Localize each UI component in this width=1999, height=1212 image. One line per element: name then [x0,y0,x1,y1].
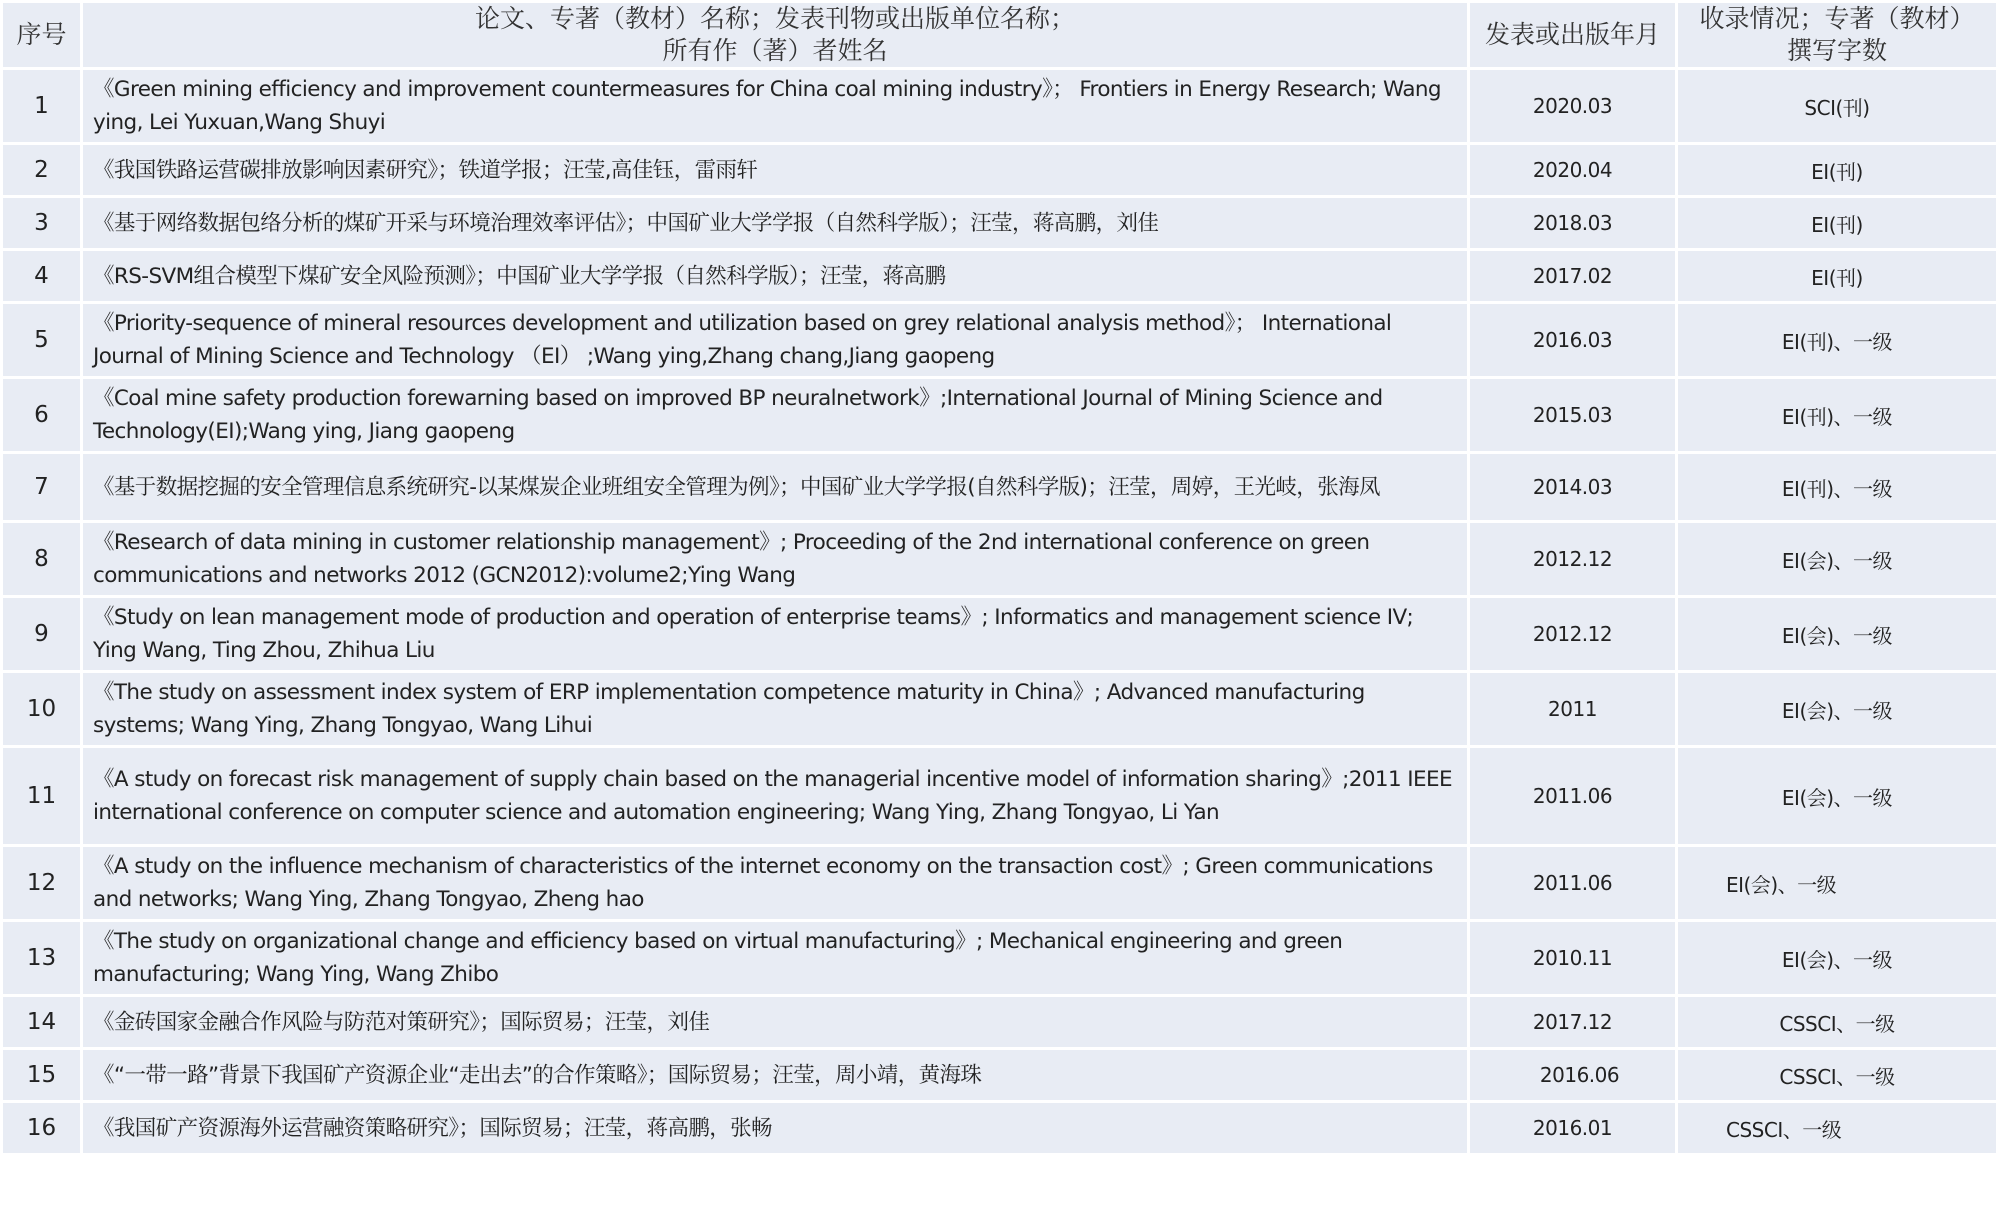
row-title: 《Priority-sequence of mineral resources development and utilization based on grey relational analysis method》； International Journal of Mining Science and Technology （EI） ;Wang ying,Zhang chang,Jiang gaopeng [83,304,1467,376]
row-title: 《Study on lean management mode of production and operation of enterprise teams》; Informatics and management science IV; Ying Wang, Ting Zhou, Zhihua Liu [83,598,1467,670]
row-date: 2017.02 [1470,251,1675,301]
row-record: EI(会)、一级 [1678,922,1996,994]
table-body [3,70,1996,1153]
row-title: 《A study on the influence mechanism of characteristics of the internet economy on the transaction cost》; Green communications and networks; Wang Ying, Zhang Tongyao, Zheng hao [83,847,1467,919]
row-index: 12 [3,847,80,919]
header-title-author [83,3,1467,67]
row-date: 2011 [1470,673,1675,745]
row-record: CSSCI、一级 [1678,1050,1996,1100]
row-date: 2012.12 [1470,598,1675,670]
row-title: 《我国铁路运营碳排放影响因素研究》；铁道学报；汪莹,高佳钰，雷雨轩 [83,145,1467,195]
row-record: EI(会)、一级 [1678,598,1996,670]
row-date: 2016.06 [1470,1050,1675,1100]
table-header [3,3,1996,67]
table-row [3,1050,1996,1100]
row-index: 16 [3,1103,80,1153]
table-row [3,70,1996,142]
row-title: 《RS-SVM组合模型下煤矿安全风险预测》；中国矿业大学学报（自然科学版）；汪莹，蒋高鹏 [83,251,1467,301]
row-record: SCI(刊) [1678,70,1996,142]
row-date: 2011.06 [1470,748,1675,844]
row-record: EI(会)、一级 [1678,748,1996,844]
table-row [3,748,1996,844]
row-date: 2012.12 [1470,523,1675,595]
row-record: EI(会)、一级 [1678,673,1996,745]
table-row [3,379,1996,451]
header-row [3,3,1996,67]
row-index: 8 [3,523,80,595]
row-date: 2014.03 [1470,454,1675,520]
row-date: 2010.11 [1470,922,1675,994]
header-title-line2: 所有作（著）者姓名 [662,36,888,65]
row-index: 10 [3,673,80,745]
row-index: 11 [3,748,80,844]
row-date: 2020.04 [1470,145,1675,195]
table-row [3,304,1996,376]
row-index: 1 [3,70,80,142]
row-title: 《金砖国家金融合作风险与防范对策研究》；国际贸易；汪莹，刘佳 [83,997,1467,1047]
row-record: EI(刊)、一级 [1678,379,1996,451]
row-date: 2018.03 [1470,198,1675,248]
row-record: EI(刊) [1678,251,1996,301]
row-index: 14 [3,997,80,1047]
row-record: CSSCI、一级 [1678,1103,1996,1153]
row-index: 5 [3,304,80,376]
table-row [3,454,1996,520]
row-title: 《基于网络数据包络分析的煤矿开采与环境治理效率评估》；中国矿业大学学报（自然科学版）；汪莹，蒋高鹏，刘佳 [83,198,1467,248]
row-title: 《“一带一路”背景下我国矿产资源企业“走出去”的合作策略》；国际贸易；汪莹，周小靖，黄海珠 [83,1050,1467,1100]
header-record [1678,3,1996,67]
row-title: 《Research of data mining in customer relationship management》; Proceeding of the 2nd international conference on green communications and networks 2012 (GCN2012):volume2;Ying Wang [83,523,1467,595]
row-date: 2011.06 [1470,847,1675,919]
header-record-line1: 收录情况；专著（教材） [1699,4,1975,33]
row-title: 《我国矿产资源海外运营融资策略研究》；国际贸易；汪莹，蒋高鹏，张畅 [83,1103,1467,1153]
table-row [3,523,1996,595]
row-title: 《Coal mine safety production forewarning based on improved BP neuralnetwork》;International Journal of Mining Science and Technology(EI);Wang ying, Jiang gaopeng [83,379,1467,451]
row-record: EI(会)、一级 [1678,523,1996,595]
row-index: 9 [3,598,80,670]
row-index: 7 [3,454,80,520]
row-record: EI(刊) [1678,145,1996,195]
row-date: 2016.03 [1470,304,1675,376]
table-row [3,1103,1996,1153]
row-record: EI(会)、一级 [1678,847,1996,919]
table-row [3,598,1996,670]
header-title-line1: 论文、专著（教材）名称；发表刊物或出版单位名称； [474,4,1075,33]
row-date: 2015.03 [1470,379,1675,451]
row-record: EI(刊)、一级 [1678,304,1996,376]
row-record: EI(刊)、一级 [1678,454,1996,520]
row-index: 3 [3,198,80,248]
header-date: 发表或出版年月 [1470,3,1675,67]
row-title: 《基于数据挖掘的安全管理信息系统研究-以某煤炭企业班组安全管理为例》；中国矿业大学学报(自然科学版)；汪莹，周婷，王光岐，张海凤 [83,454,1467,520]
row-index: 6 [3,379,80,451]
table-row [3,997,1996,1047]
row-record: CSSCI、一级 [1678,997,1996,1047]
row-title: 《Green mining efficiency and improvement countermeasures for China coal mining industry》； Frontiers in Energy Research; Wang ying, Lei Yuxuan,Wang Shuyi [83,70,1467,142]
table-row [3,847,1996,919]
row-title: 《The study on assessment index system of ERP implementation competence maturity in China》; Advanced manufacturing systems; Wang Ying, Zhang Tongyao, Wang Lihui [83,673,1467,745]
table-row [3,673,1996,745]
row-title: 《A study on forecast risk management of supply chain based on the managerial incentive model of information sharing》;2011 IEEE international conference on computer science and automation engineering; Wang Ying, Zhang Tongyao, Li Yan [83,748,1467,844]
row-title: 《The study on organizational change and efficiency based on virtual manufacturing》; Mechanical engineering and green manufacturing; Wang Ying, Wang Zhibo [83,922,1467,994]
header-record-line2: 撰写字数 [1786,36,1887,65]
table-row [3,145,1996,195]
row-record: EI(刊) [1678,198,1996,248]
row-date: 2017.12 [1470,997,1675,1047]
row-index: 15 [3,1050,80,1100]
row-index: 2 [3,145,80,195]
table-row [3,198,1996,248]
row-date: 2020.03 [1470,70,1675,142]
header-index: 序号 [3,3,80,67]
row-date: 2016.01 [1470,1103,1675,1153]
table-row [3,251,1996,301]
row-index: 13 [3,922,80,994]
table-row [3,922,1996,994]
row-index: 4 [3,251,80,301]
